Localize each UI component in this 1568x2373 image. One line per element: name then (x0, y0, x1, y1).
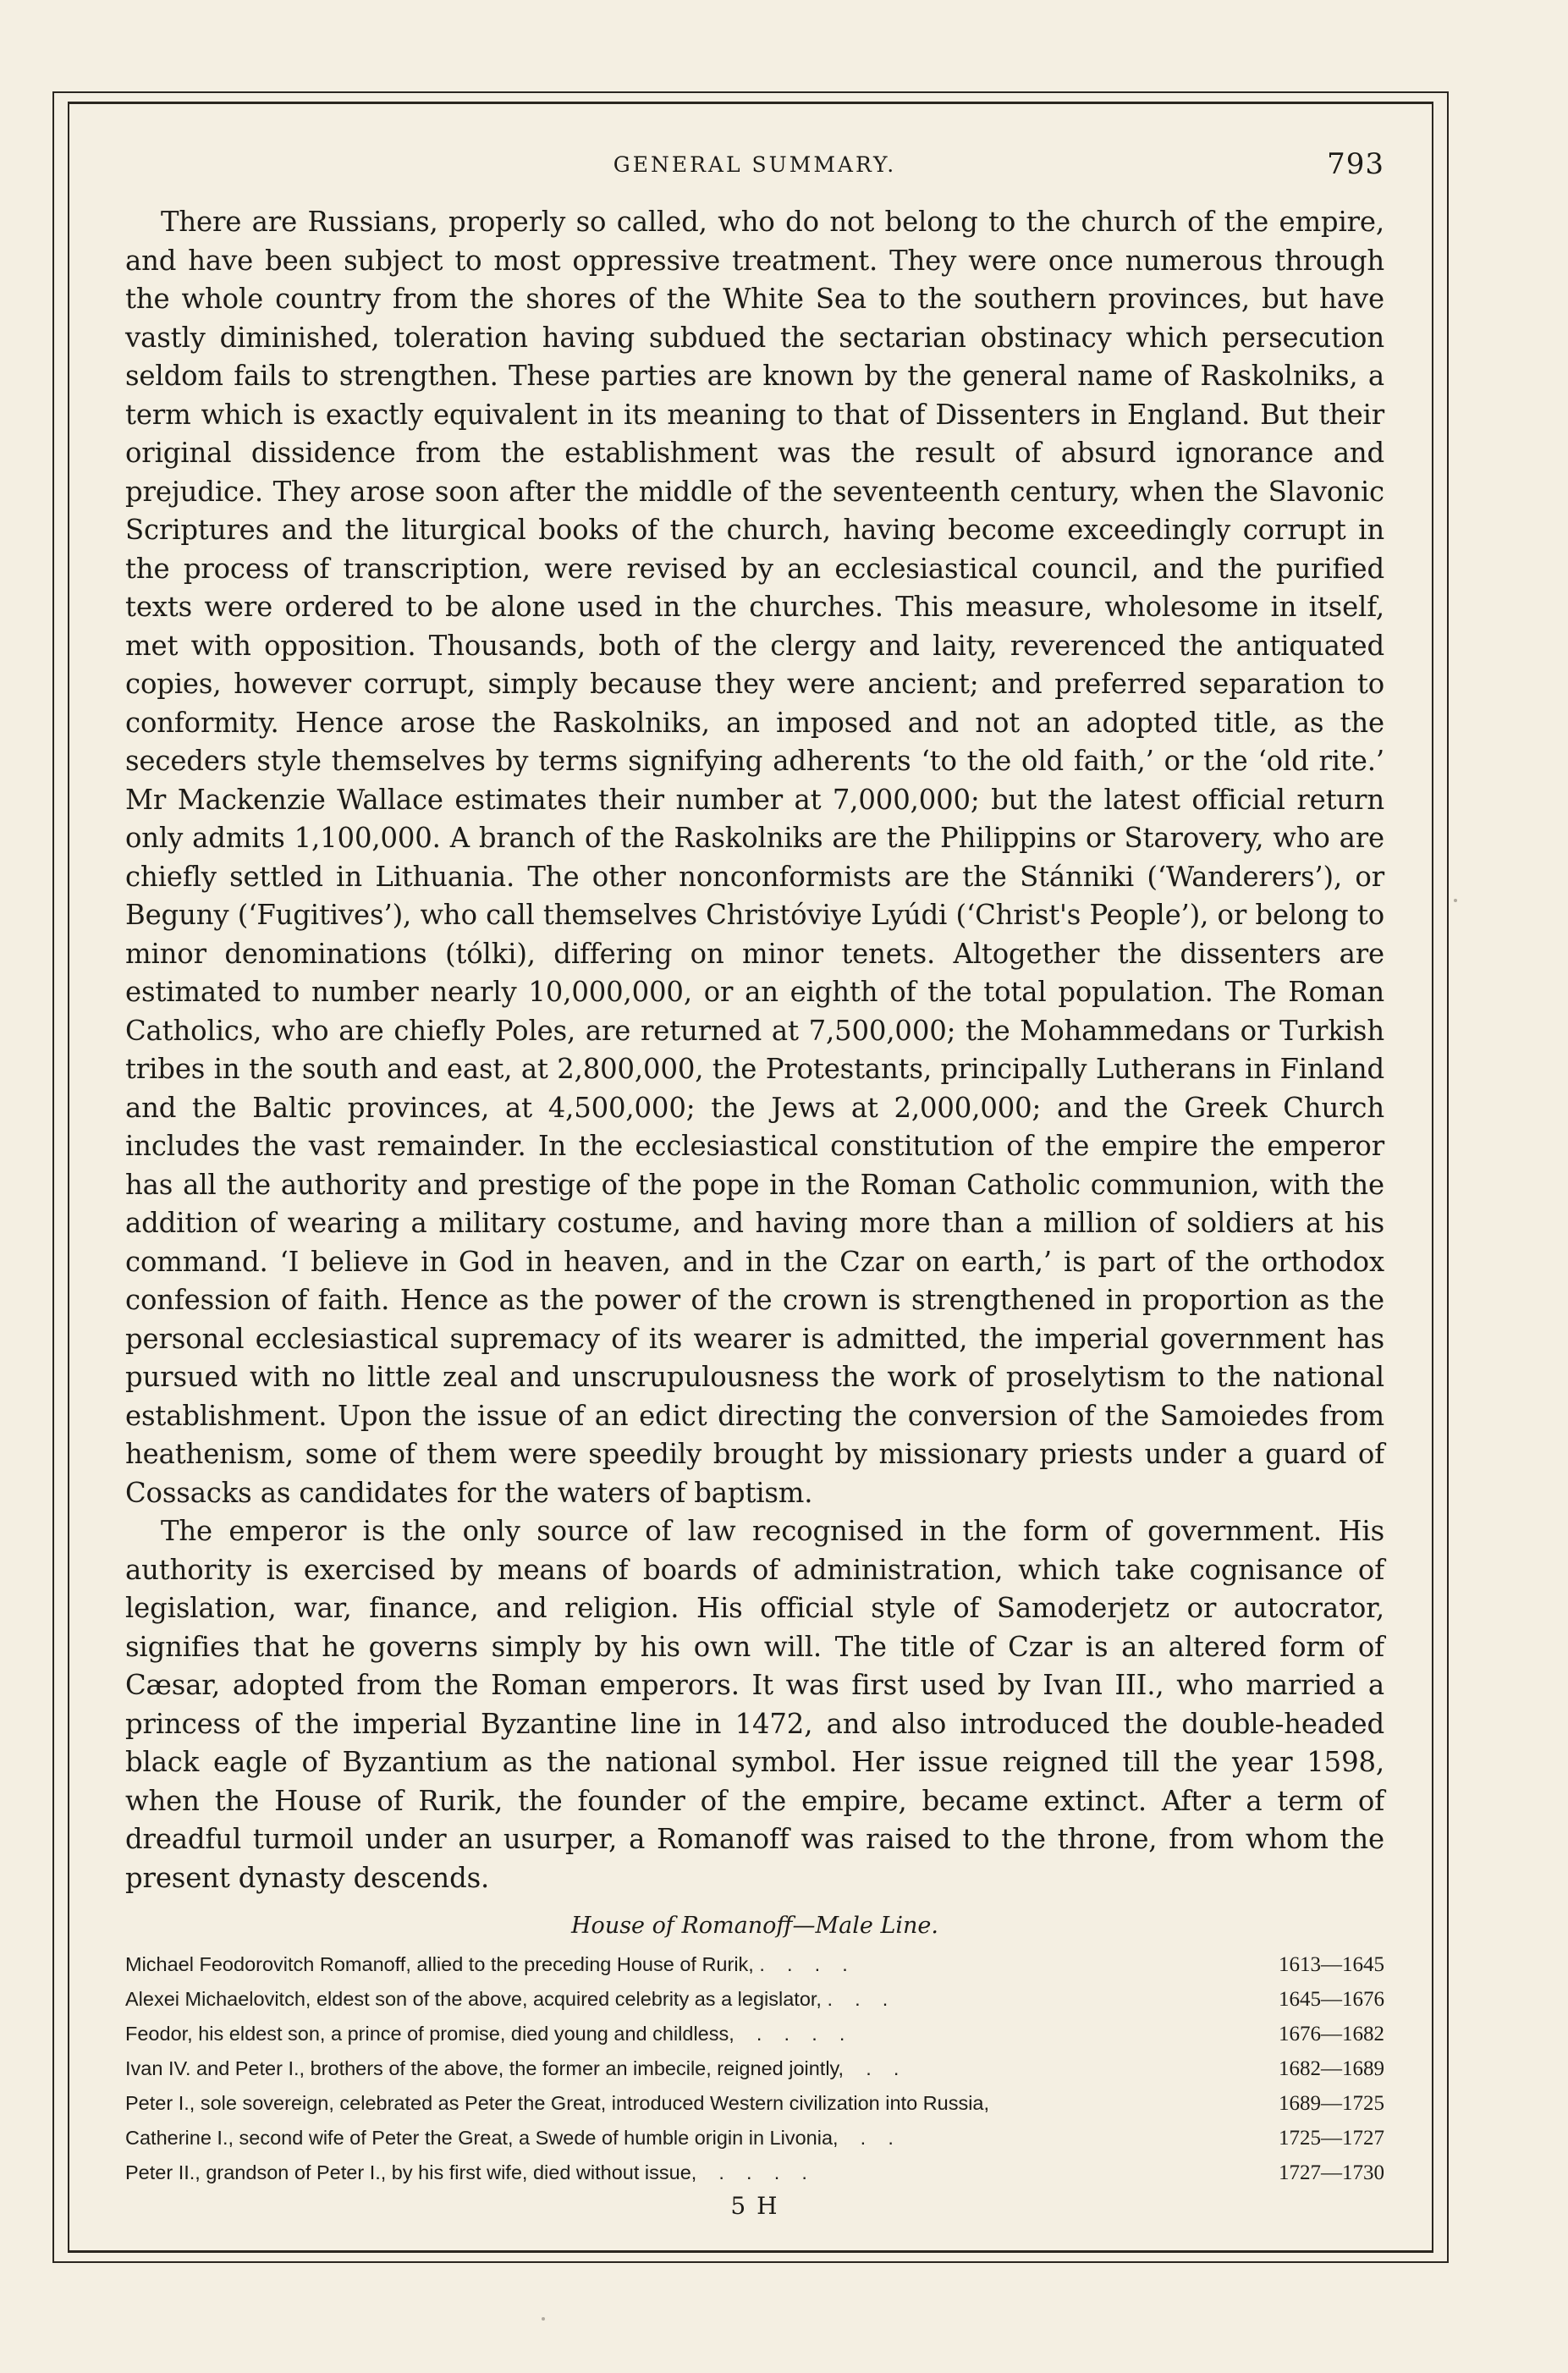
lineage-leader-dots: . . . (821, 1988, 889, 2010)
lineage-text: Alexei Michaelovitch, eldest son of the above, acquired celebrity as a legislator, (125, 1988, 822, 2010)
paper-speck (542, 2317, 545, 2321)
lineage-years: 1676—1682 (1279, 2023, 1384, 2045)
lineage-description (125, 2121, 1241, 2156)
lineage-years: 1613—1645 (1279, 1953, 1384, 1976)
lineage-row (125, 2051, 1384, 2086)
paragraph-emperor: The emperor is the only source of law recognised in the form of government. His authority is exercised by means of boards of administration, which take cognisance of legislation, war, finance, and religion. His official style of Samoderjetz or autocrator, signifies that he governs simply by his own will. The title of Czar is an altered form of Cæsar, adopted from the Roman emperors. It was first used by Ivan III., who married a princess of the imperial Byzantine line in 1472, and also introduced the double-headed black eagle of Byzantium as the national symbol. Her issue reigned till the year 1598, when the House of Rurik, the founder of the empire, became extinct. After a term of dreadful turmoil under an usurper, a Romanoff was raised to the throne, from whom the present dynasty descends. (125, 1515, 1384, 1894)
running-title: GENERAL SUMMARY. (613, 152, 897, 177)
lineage-text: Peter II., grandson of Peter I., by his first wife, died without issue, (125, 2161, 697, 2183)
lineage-text: Michael Feodorovitch Romanoff, allied to the preceding House of Rurik, (125, 1953, 754, 1975)
paper-speck (1454, 899, 1457, 902)
lineage-description (125, 2086, 1241, 2121)
lineage-years: 1682—1689 (1279, 2057, 1384, 2080)
lineage-row (125, 2086, 1384, 2121)
lineage-text: Catherine I., second wife of Peter the Great, a Swede of humble origin in Livonia, (125, 2127, 839, 2149)
lineage-row (125, 2156, 1384, 2190)
lineage-text: Ivan IV. and Peter I., brothers of the above, the former an imbecile, reigned jointly, (125, 2057, 845, 2079)
lineage-description (125, 1947, 1241, 1982)
lineage-row (125, 2017, 1384, 2051)
page-number: 793 (1327, 147, 1384, 181)
lineage-description (125, 1982, 1241, 2017)
lineage-caption: House of Romanoff—Male Line. (571, 1913, 938, 1939)
lineage-leader-dots: . . . . (696, 2161, 807, 2183)
lineage-row (125, 2121, 1384, 2156)
lineage-text: Peter I., sole sovereign, celebrated as Peter the Great, introduced Western civilization into Russia, (125, 2092, 990, 2114)
lineage-years: 1727—1730 (1279, 2161, 1384, 2184)
lineage-leader-dots: . . . . (734, 2023, 845, 2045)
lineage-years: 1725—1727 (1279, 2127, 1384, 2150)
lineage-leader-dots: . . (838, 2127, 894, 2149)
page-content (125, 147, 1384, 2220)
lineage-years: 1689—1725 (1279, 2092, 1384, 2115)
lineage-leader-dots: . . (844, 2057, 900, 2079)
lineage-leader-dots: . . . . (753, 1953, 848, 1975)
lineage-description (125, 2051, 1241, 2086)
lineage-description (125, 2156, 1241, 2190)
romanoff-lineage-table (125, 1947, 1384, 2190)
lineage-row (125, 1947, 1384, 1982)
signature-mark: 5 H (730, 2192, 779, 2220)
paragraph-raskolniks: There are Russians, properly so called, who do not belong to the church of the empire, and have been subject to most oppressive treatment. They were once numerous through the whole country from the shores of the White Sea to the southern provinces, but have vastly diminished, toleration having subdued the sectarian obstinacy which persecution seldom fails to strengthen. These parties are known by the general name of Raskolniks, a term which is exactly equivalent in its meaning to that of Dissenters in England. But their original dissidence from the establishment was the result of absurd ignorance and prejudice. They arose soon after the middle of the seventeenth century, when the Slavonic Scriptures and the liturgical books of the church, having become exceedingly corrupt in the process of transcription, were revised by an ecclesiastical council, and the purified texts were ordered to be alone used in the churches. This measure, wholesome in itself, met with opposition. Thousands, both of the clergy and laity, reverenced the antiquated copies, however corrupt, simply because they were ancient; and preferred separation to conformity. Hence arose the Raskolniks, an imposed and not an adopted title, as the seceders style themselves by terms signifying adherents ‘to the old faith,’ or the ‘old rite.’ Mr Mackenzie Wallace estimates their number at 7,000,000; but the latest official return only admits 1,100,000. A branch of the Raskolniks are the Philippins or Starovery, who are chiefly settled in Lithuania. The other nonconformists are the Stánniki (‘Wanderers’), or Beguny (‘Fugitives’), who call themselves Christóviye Lyúdi (‘Christ's People’), or belong to minor denominations (tólki), differing on minor tenets. Altogether the dissenters are estimated to number nearly 10,000,000, or an eighth of the total population. The Roman Catholics, who are chiefly Poles, are returned at 7,500,000; the Mohammedans or Turkish tribes in the south and east, at 2,800,000, the Protestants, principally Lutherans in Finland and the Baltic provinces, at 4,500,000; the Jews at 2,000,000; and the Greek Church includes the vast remainder. In the ecclesiastical constitution of the empire the emperor has all the authority and prestige of the pope in the Roman Catholic communion, with the addition of wearing a military costume, and having more than a million of soldiers at his command. ‘I believe in God in heaven, and in the Czar on earth,’ is part of the orthodox confession of faith. Hence as the power of the crown is strengthened in proportion as the personal ecclesiastical supremacy of its wearer is admitted, the imperial government has pursued with no little zeal and unscrupulousness the work of proselytism to the national establishment. Upon the issue of an edict directing the conversion of the Samoiedes from heathenism, some of them were speedily brought by missionary priests under a guard of Cossacks as candidates for the waters of baptism. (125, 206, 1384, 1509)
running-head (125, 147, 1384, 203)
lineage-row (125, 1982, 1384, 2017)
lineage-description (125, 2017, 1241, 2051)
lineage-text: Feodor, his eldest son, a prince of promise, died young and childless, (125, 2023, 734, 2045)
lineage-years: 1645—1676 (1279, 1988, 1384, 2011)
